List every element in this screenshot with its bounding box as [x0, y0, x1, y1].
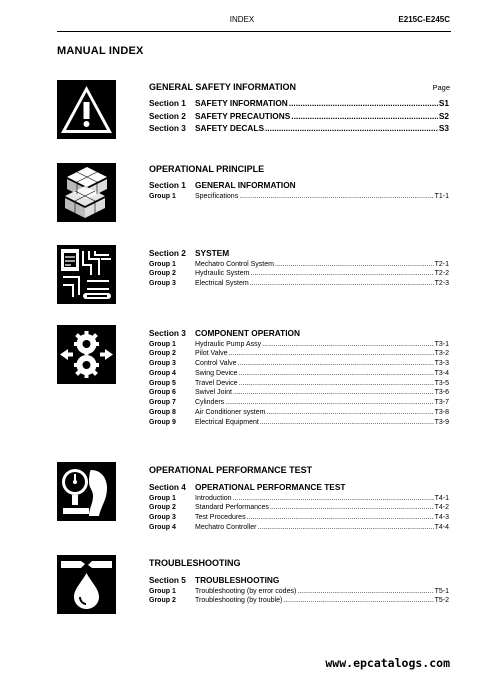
component-rows	[149, 328, 449, 429]
section-heading: Section 5 TROUBLESHOOTING	[149, 575, 280, 585]
list-item[interactable]: Group 2 Hydraulic System ..... T2-2	[149, 270, 449, 280]
section-heading: Section 3 COMPONENT OPERATION	[149, 328, 300, 338]
list-item[interactable]: Group 2 Pilot Valve ..... T3-2	[149, 350, 449, 360]
page-title: MANUAL INDEX	[57, 45, 144, 57]
section-heading: Section 4 OPERATIONAL PERFORMANCE TEST	[149, 482, 346, 492]
list-item[interactable]: Group 1 Mechatro Control System ..... T2-1	[149, 261, 449, 271]
section-title-safety: GENERAL SAFETY INFORMATION	[149, 82, 297, 92]
performance-rows	[149, 482, 449, 534]
list-item[interactable]: Group 2 Standard Performances ..... T4-2	[149, 504, 449, 514]
list-item[interactable]: Group 1 Introduction ..... T4-1	[149, 495, 449, 505]
section-title-operational: OPERATIONAL PRINCIPLE	[149, 164, 265, 174]
troubleshooting-rows	[149, 575, 449, 607]
gear-pump-icon	[57, 325, 116, 384]
list-item[interactable]: Section 1 SAFETY INFORMATION ..... S1	[149, 98, 449, 111]
list-item[interactable]: Group 5 Travel Device ..... T3-5	[149, 380, 449, 390]
safety-rows	[149, 98, 449, 136]
list-item[interactable]: Group 4 Mechatro Controller ..... T4-4	[149, 524, 449, 534]
section-title-performance: OPERATIONAL PERFORMANCE TEST	[149, 465, 313, 475]
list-item[interactable]: Section 3 SAFETY DECALS ..... S3	[149, 123, 449, 136]
list-item[interactable]: Group 1 Specifications ..... T1-1	[149, 193, 449, 203]
watermark-url: www.epcatalogs.com	[325, 656, 450, 670]
list-item[interactable]: Group 9 Electrical Equipment ..... T3-9	[149, 419, 449, 429]
section-heading: Section 1 GENERAL INFORMATION	[149, 180, 296, 190]
section-heading: Section 2 SYSTEM	[149, 248, 230, 258]
list-item[interactable]: Group 8 Air Conditioner system ..... T3-8	[149, 409, 449, 419]
page-column-label: Page	[432, 83, 450, 92]
list-item[interactable]: Group 2 Troubleshooting (by trouble) ..... T5-2	[149, 597, 449, 607]
list-item[interactable]: Group 1 Hydraulic Pump Assy ..... T3-1	[149, 341, 449, 351]
header-center: INDEX	[229, 15, 255, 24]
list-item[interactable]: Group 6 Swivel Joint ..... T3-6	[149, 389, 449, 399]
section-title-troubleshooting: TROUBLESHOOTING	[149, 558, 241, 568]
header-rule	[57, 31, 451, 32]
oil-drop-icon	[57, 555, 116, 614]
circuit-board-icon	[57, 245, 116, 304]
list-item[interactable]: Group 3 Control Valve ..... T3-3	[149, 360, 449, 370]
list-item[interactable]: Section 2 SAFETY PRECAUTIONS ..... S2	[149, 111, 449, 124]
list-item[interactable]: Group 4 Swing Device ..... T3-4	[149, 370, 449, 380]
list-item[interactable]: Group 7 Cylinders ..... T3-7	[149, 399, 449, 409]
list-item[interactable]: Group 3 Electrical System ..... T2-3	[149, 280, 449, 290]
warning-triangle-icon	[57, 80, 116, 139]
list-item[interactable]: Group 1 Troubleshooting (by error codes) ..... T5-1	[149, 588, 449, 598]
list-item[interactable]: Group 3 Test Procedures ..... T4-3	[149, 514, 449, 524]
operational-rows	[149, 180, 449, 202]
stacked-cubes-icon	[57, 163, 116, 222]
header-model: E215C-E245C	[398, 15, 450, 24]
system-rows	[149, 248, 449, 290]
pressure-gauge-icon	[57, 462, 116, 521]
